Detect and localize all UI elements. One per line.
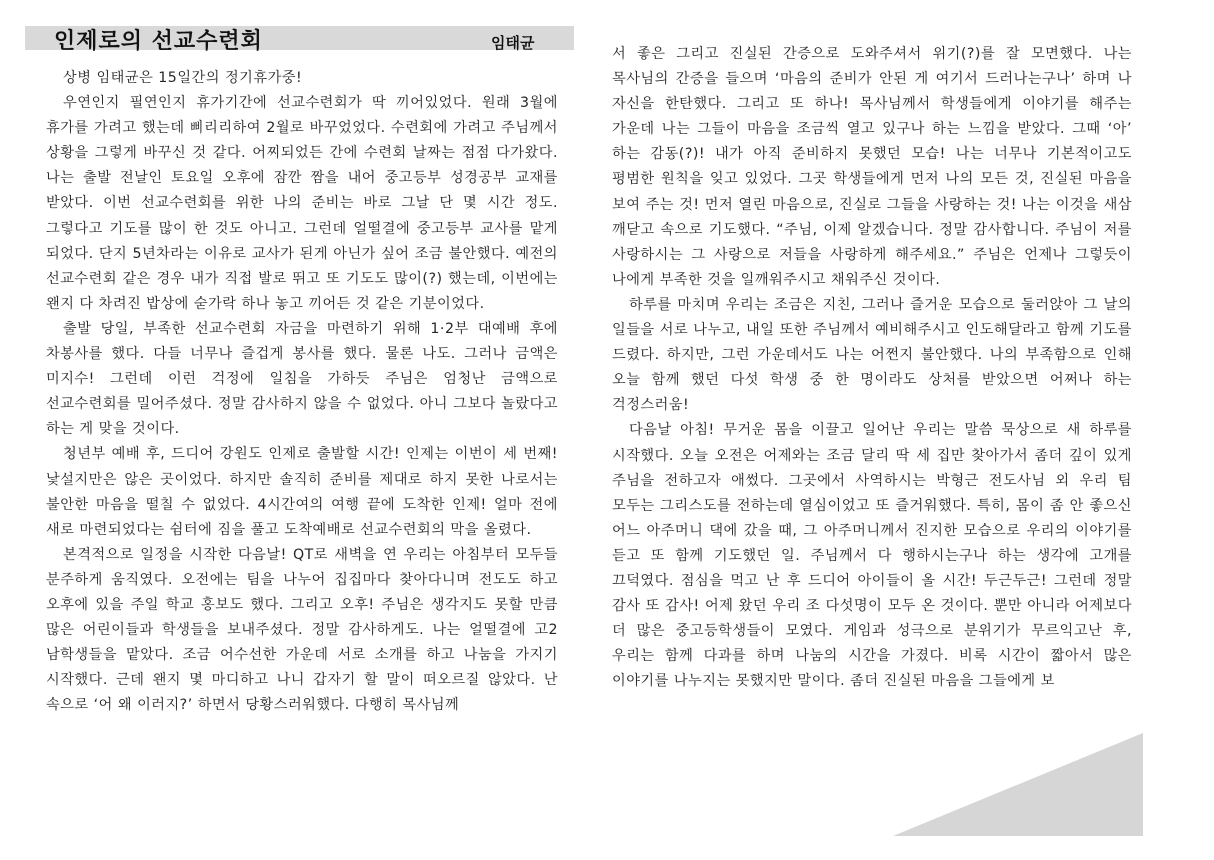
article-title: 인제로의 선교수련회 (54, 29, 263, 54)
corner-triangle (893, 733, 1143, 836)
article-author: 임태균 (491, 34, 535, 52)
paragraph: 출발 당일, 부족한 선교수련회 자금을 마련하기 위해 1·2부 대예배 후에 차봉사를 했다. 다들 너무나 즐겁게 봉사를 했다. 물론 나도. 그러나 금액은 미지수! 그런데 이런 걱정에 일침을 가하듯 주님은 엄청난 금액으로 선교수련회를 밀어주셨다. 정말 감사하지 않을 수 없었다. 아니 그보다 놀랐다고 하는 게 맞을 것이다. (46, 320, 558, 438)
right-column (612, 42, 1132, 694)
paragraph: 다음날 아침! 무거운 몸을 이끌고 일어난 우리는 말씀 묵상으로 새 하루를 시작했다. 오늘 오전은 어제와는 조금 달리 딱 세 집만 찾아가서 좀더 깊이 있게 주님을 전하고자 애썼다. 그곳에서 사역하시는 박형근 전도사님 외 우리 팀 모두는 그리스도를 전하는데 열심이었고 또 즐거워했다. 특히, 몸이 좀 안 좋으신 어느 아주머니 댁에 갔을 때, 그 아주머니께서 진지한 모습으로 우리의 이야기를 듣고 또 함께 기도했던 일. 주님께서 다 행하시는구나 하는 생각에 고개를 끄덕였다. 점심을 먹고 난 후 드디어 아이들이 올 시간! 두근두근! 그런데 정말 감사 또 감사! 어제 왔던 우리 조 다섯명이 모두 온 것이다. 뿐만 아니라 어제보다 더 많은 중고등학생들이 모였다. 게임과 성극으로 분위기가 무르익고난 후, 우리는 함께 다과를 하며 나눔의 시간을 가졌다. 비록 시간이 짧아서 많은 이야기를 나누지는 못했지만 말이다. 좀더 진실된 마음을 그들에게 보 (612, 422, 1132, 690)
paragraph: 청년부 예배 후, 드디어 강원도 인제로 출발할 시간! 인제는 이번이 세 번째! 낯설지만은 않은 곳이었다. 하지만 솔직히 준비를 제대로 하지 못한 나로서는 불안한 마음을 떨칠 수 없었다. 4시간여의 여행 끝에 도착한 인제! 얼마 전에 새로 마련되었다는 쉼터에 짐을 풀고 도착예배로 선교수련회의 막을 올렸다. (46, 446, 558, 538)
paragraph: 서 좋은 그리고 진실된 간증으로 도와주셔서 위기(?)를 잘 모면했다. 나는 목사님의 간증을 들으며 ‘마음의 준비가 안된 게 여기서 드러나는구나’ 하며 나 자신을 한탄했다. 그리고 또 하나! 목사님께서 학생들에게 이야기를 해주는 가운데 나는 그들이 마음을 조금씩 열고 있구나 하는 느낌을 받았다. 그때 ‘아’ 하는 감동(?)! 내가 아직 준비하지 못했던 모습! 나는 너무나 기본적이고도 평범한 원칙을 잊고 있었다. 그곳 학생들에게 먼저 나의 모든 것, 진실된 마음을 보여 주는 것! 먼저 열린 마음으로, 진실로 그들을 사랑하는 것! 나는 이것을 새삼 깨닫고 속으로 기도했다. “주님, 이제 알겠습니다. 정말 감사합니다. 주님이 저를 사랑하시는 그 사랑으로 저들을 사랑하게 해주세요.” 주님은 언제나 그렇듯이 나에게 부족한 것을 일깨워주시고 채워주신 것이다. (612, 46, 1132, 288)
paragraph: 우연인지 필연인지 휴가기간에 선교수련회가 딱 끼어있었다. 원래 3월에 휴가를 가려고 했는데 삐리리하여 2월로 바꾸었었다. 수련회에 가려고 주님께서 상황을 그렇게 바꾸신 것 같다. 어찌되었든 간에 수련회 날짜는 점점 다가왔다. 나는 출발 전날인 토요일 오후에 잠깐 짬을 내어 중고등부 성경공부 교재를 받았다. 이번 선교수련회를 위한 나의 준비는 바로 그날 단 몇 시간 정도. 그렇다고 기도를 많이 한 것도 아니고. 그런데 얼떨결에 중고등부 교사를 맡게 되었다. 단지 5년차라는 이유로 교사가 된게 아닌가 싶어 조금 불안했다. 예전의 선교수련회 같은 경우 내가 직접 발로 뛰고 또 기도도 많이(?) 했는데, 이번에는 왠지 다 차려진 밥상에 숟가락 하나 놓고 끼어든 것 같은 기분이었다. (46, 95, 558, 312)
paragraph: 하루를 마치며 우리는 조금은 지친, 그러나 즐거운 모습으로 둘러앉아 그 날의 일들을 서로 나누고, 내일 또한 주님께서 예비해주시고 인도해달라고 함께 기도를 드렸다. 하지만, 그런 가운데서도 나는 어쩐지 불안했다. 나의 부족함으로 인해 오늘 함께 했던 다섯 학생 중 한 명이라도 상처를 받았으면 어쩌나 하는 걱정스러움! (612, 296, 1132, 414)
corner-decoration (893, 733, 1143, 836)
right-page (607, 0, 1214, 860)
paragraph: 상병 임태균은 15일간의 정기휴가중! (63, 70, 303, 86)
left-column (46, 66, 558, 718)
paragraph: 본격적으로 일정을 시작한 다음날! QT로 새벽을 연 우리는 아침부터 모두들 분주하게 움직였다. 오전에는 팀을 나누어 집집마다 찾아다니며 전도도 하고 오후에 있을 주일 학교 홍보도 했다. 그리고 오후! 주님은 생각지도 못할 만큼 많은 어린이들과 학생들을 보내주셨다. 정말 감사하게도. 나는 얼떨결에 고2 남학생들을 맡았다. 조금 어수선한 가운데 서로 소개를 하고 나눔을 가지기 시작했다. 근데 왠지 몇 마디하고 나니 갑자기 할 말이 떠오르질 않았다. 난 속으로 ‘어 왜 이러지?’ 하면서 당황스러워했다. 다행히 목사님께 (46, 546, 558, 714)
